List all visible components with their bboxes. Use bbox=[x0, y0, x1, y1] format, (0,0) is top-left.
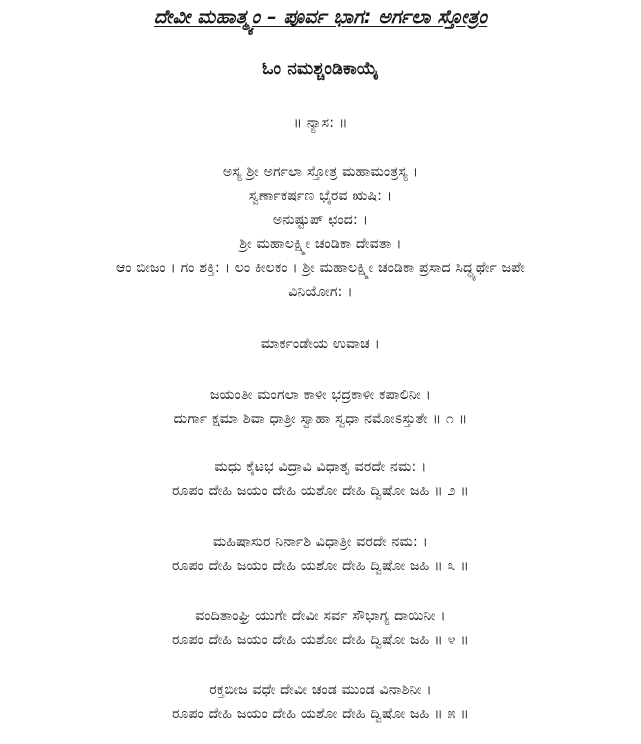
verse-line: ರೂಪಂ ದೇಹಿ ಜಯಂ ದೇಹಿ ಯಶೋ ದೇಹಿ ದ್ವಿಷೋ ಜಹಿ ॥ ೪ ॥ bbox=[172, 632, 469, 648]
verse-line: ರೂಪಂ ದೇಹಿ ಜಯಂ ದೇಹಿ ಯಶೋ ದೇಹಿ ದ್ವಿಷೋ ಜಹಿ ॥ ೨ ॥ bbox=[172, 483, 469, 499]
nyasa-line: ಸ್ವರ್ಣಾಕರ್ಷಣ ಭೈರವ ಋಷಿ: । bbox=[248, 188, 393, 204]
invocation: ಓಂ ನಮಶ್ಚಂಡಿಕಾಯೈ bbox=[262, 59, 379, 79]
verse-line: ಮಧು ಕೈಟಭ ವಿದ್ರಾವಿ ವಿಧಾತೃ ವರದೇ ನಮ: । bbox=[214, 459, 427, 475]
nyasa-line: ವಿನಿಯೋಗ: । bbox=[288, 284, 353, 300]
markandeya-heading: ಮಾರ್ಕಂಡೇಯ ಉವಾಚ । bbox=[260, 336, 381, 352]
verse-line: ದುರ್ಗಾ ಕ್ಷಮಾ ಶಿವಾ ಧಾತ್ರೀ ಸ್ವಾಹಾ ಸ್ವಧಾ ನಮೋಽಸ್ತುತೇ ॥ ೧ ॥ bbox=[173, 411, 468, 427]
verse-line: ರೂಪಂ ದೇಹಿ ಜಯಂ ದೇಹಿ ಯಶೋ ದೇಹಿ ದ್ವಿಷೋ ಜಹಿ ॥ ೩ ॥ bbox=[172, 558, 469, 574]
nyasa-line: ಶ್ರೀ ಮಹಾಲಕ್ಷ್ಮೀ ಚಂಡಿಕಾ ದೇವತಾ । bbox=[239, 236, 402, 252]
nyasa-line: ಅನುಷ್ಟುಪ್ ಛಂದ: । bbox=[272, 212, 369, 228]
verse-line: ಜಯಂತೀ ಮಂಗಲಾ ಕಾಳೀ ಭದ್ರಕಾಳೀ ಕಪಾಲಿನೀ । bbox=[209, 387, 432, 403]
nyasa-line: ಆಂ ಬೀಜಂ । ಗಂ ಶಕ್ತಿ: । ಲಂ ಕೀಲಕಂ । ಶ್ರೀ ಮಹಾಲಕ್ಷ್ಮೀ ಚಂಡಿಕಾ ಪ್ರಸಾದ ಸಿದ್ಧ್ಯರ್ಥೇ ಜಪೇ bbox=[116, 260, 525, 276]
verse-line: ವಂದಿತಾಂಘ್ರಿ ಯುಗೇ ದೇವೀ ಸರ್ವ ಸೌಭಾಗ್ಯ ದಾಯಿನೀ । bbox=[195, 608, 446, 624]
nyasa-line: ಅಸ್ಯ ಶ್ರೀ ಅರ್ಗಲಾ ಸ್ತೋತ್ರ ಮಹಾಮಂತ್ರಸ್ಯ । bbox=[222, 164, 419, 180]
document-title: ದೇವೀ ಮಹಾತ್ಮ್ಯಂ – ಪೂರ್ವ ಭಾಗ: ಅರ್ಗಲಾ ಸ್ತೋತ್ರಂ bbox=[153, 6, 488, 28]
verse-line: ಮಹಿಷಾಸುರ ನಿರ್ನಾಶಿ ವಿಧಾತ್ರೀ ವರದೇ ನಮ: । bbox=[212, 534, 429, 550]
verse-line: ರಕ್ತಬೀಜ ವಧೇ ದೇವೀ ಚಂಡ ಮುಂಡ ವಿನಾಶಿನೀ । bbox=[209, 682, 432, 698]
nyasa-heading: ॥ ನ್ಯಾಸ: ॥ bbox=[293, 115, 348, 131]
verse-line: ರೂಪಂ ದೇಹಿ ಜಯಂ ದೇಹಿ ಯಶೋ ದೇಹಿ ದ್ವಿಷೋ ಜಹಿ ॥ ೫ ॥ bbox=[172, 706, 469, 722]
